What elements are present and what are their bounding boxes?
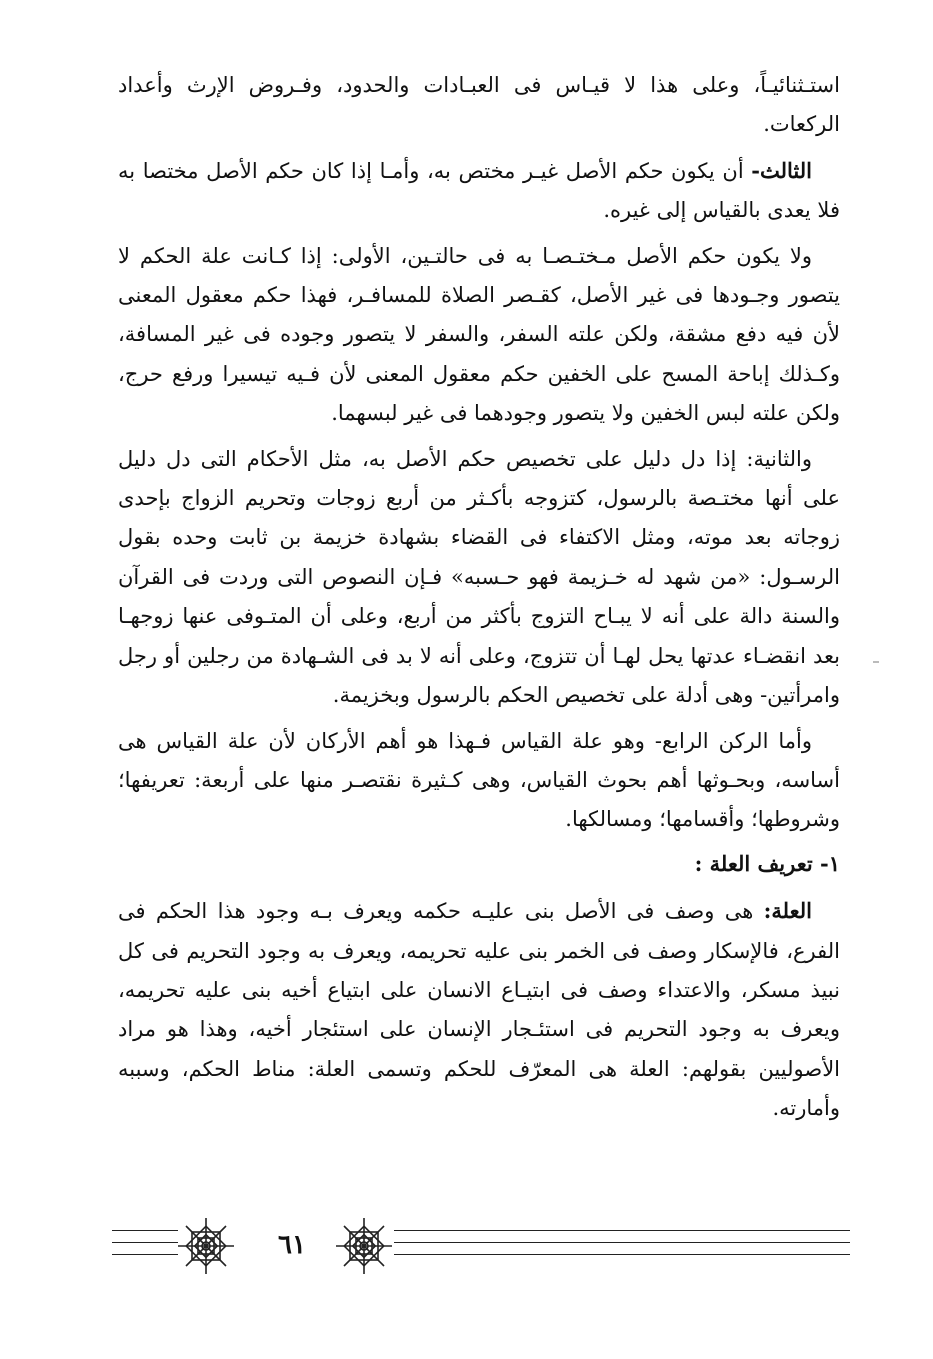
paragraph-lead-third: الثالث-	[751, 157, 812, 183]
body-text	[118, 66, 840, 1129]
footer-rule-left-bottom	[112, 1254, 178, 1255]
star-ornament-icon	[176, 1216, 236, 1276]
footer-rule-left-middle	[112, 1242, 178, 1243]
footer-rule-left-top	[112, 1230, 178, 1231]
page-footer	[112, 1216, 852, 1280]
paragraph-body-definition: هى وصف فى الأصل بنى عليـه حكمه ويعرف بـه وجود هذا الحكم فى الفرع، فالإسكار وصف فى الخمر بنى عليه تحريمه، ويعرف به وجود التحريم فى كل نبيذ مسكر، والاعتداء وصف فى ابتيـاع الانسان على ابتياع أخيه بنى عليه تحريمه، ويعرف به وجود التحريم فى استئـجار الإنسان على استئجار أخيه، وهذا هو مراد الأصوليين بقولهم: العلة هى المعرّف للحكم وتسمى العلة: مناط الحكم، وسببه وأمارته.	[118, 899, 840, 1121]
paragraph-fourth-pillar: وأما الركن الرابع- وهو علة القياس فـهذا هو أهم الأركان لأن علة القياس هى أساسه، وبحـوثها أهم بحوث القياس، وهى كـثيرة نقتصـر منها على أربعة: تعريفها؛ وشروطها؛ وأقسامها؛ ومسالكها.	[118, 728, 840, 832]
section-heading-number: ١-	[820, 850, 840, 876]
footer-rule-right-top	[394, 1230, 850, 1231]
paragraph-continuation: استـثنائيـاً، وعلى هذا لا قيـاس فى العبـادات والحدود، وفـروض الإرث وأعداد الركعات.	[118, 73, 840, 137]
paragraph-definition	[118, 891, 840, 1128]
page-number: ٦١	[278, 1230, 306, 1260]
section-heading	[118, 844, 840, 883]
margin-mark	[873, 661, 879, 663]
paragraph-second-case: والثانية: إذا دل دليل على تخصيص حكم الأصل به، مثل الأحكام التى دل دليل على أنها مختـصة بالرسول، كتزوجه بأكـثر من أربع زوجات وتحريم الزواج بإحدى زوجاته بعد موته، ومثل الاكتفاء فى القضاء بشهادة خزيمة بن ثابت وحده بقول الرسـول: «من شهد له خـزيمة فهو حـسبه» فـإن النصوص التى وردت فى القرآن والسنة دالة على أنه لا يبـاح التزوج بأكثر من أربع، وعلى أن المتـوفى عنها زوجهـا بعد انقضـاء عدتها يحل لهـا أن تتزوج، وعلى أنه لا بد فى الشـهادة من رجلين أو رجل وامرأتين- وهى أدلة على تخصيص الحكم بالرسول وبخزيمة.	[118, 446, 840, 708]
footer-rule-right-middle	[394, 1242, 850, 1243]
section-heading-text: تعريف العلة :	[694, 850, 820, 876]
footer-rule-right-bottom	[394, 1254, 850, 1255]
paragraph-third-condition	[118, 151, 840, 231]
paragraph-body-third: أن يكون حكم الأصل غيـر مختص به، وأمـا إذا كان حكم الأصل مختصا به فلا يعدى بالقياس إلى غيره.	[118, 158, 840, 223]
star-ornament-icon	[334, 1216, 394, 1276]
paragraph-two-cases: ولا يكون حكم الأصل مـختـصـا به فى حالتـين، الأولى: إذا كـانت علة الحكم لا يتصور وجـودها فى غير الأصل، كقـصر الصلاة للمسافـر، فهذا حكم معقول المعنى لأن فيه دفع مشقة، ولكن علته السفر، والسفر لا يتصور وجوده فى غير المسافة، وكـذلك إباحة المسح على الخفين حكم معقول المعنى لأن فـيه تيسيرا ورفع حرج، ولكن علته لبس الخفين ولا يتصور وجودهما فى غير لبسهما.	[118, 243, 840, 426]
paragraph-lead-definition: العلة:	[763, 898, 812, 924]
